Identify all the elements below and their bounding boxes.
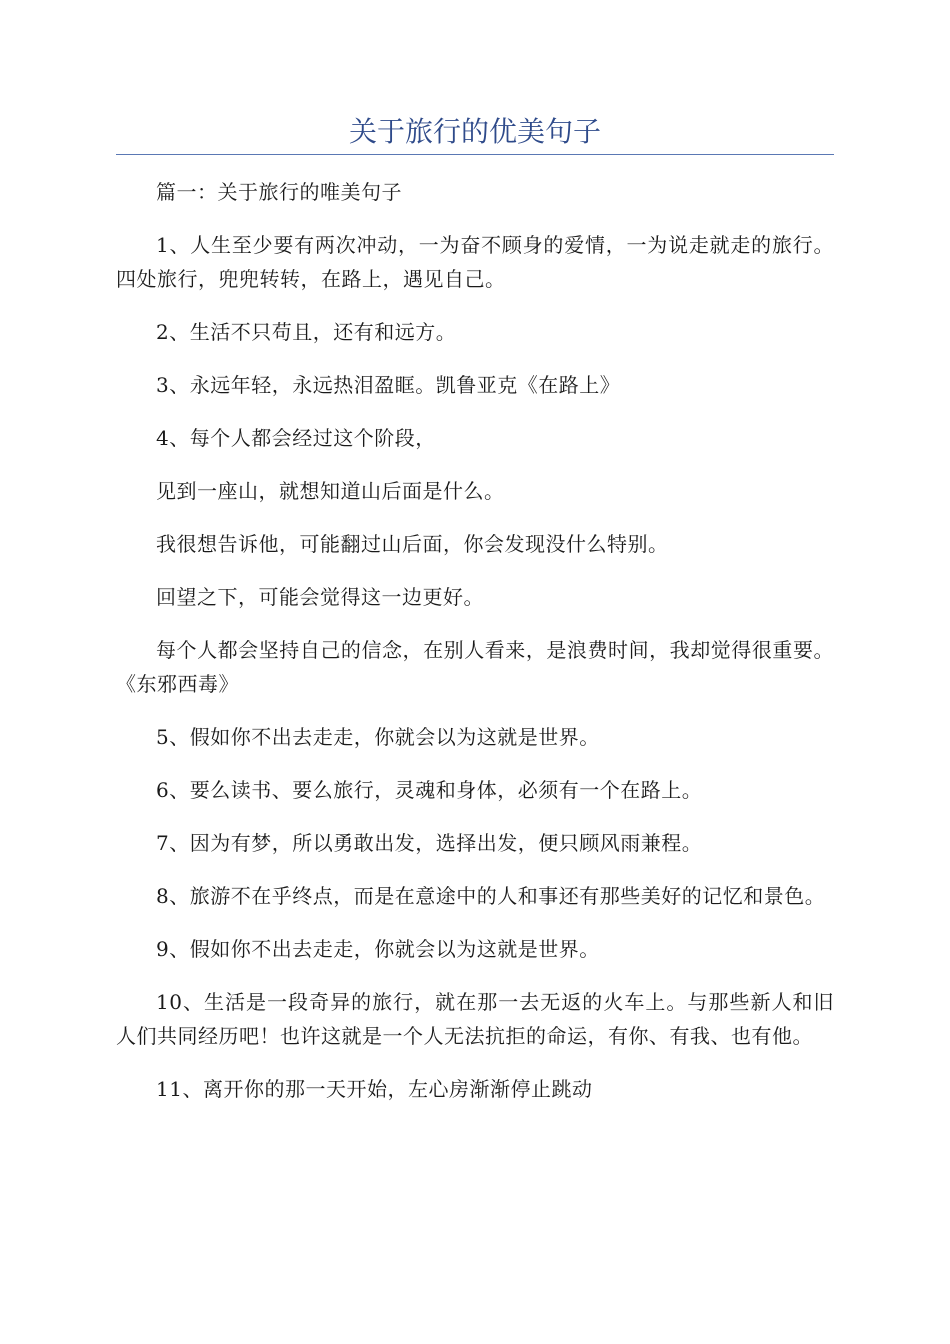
- paragraph-quote-1: 1、人生至少要有两次冲动，一为奋不顾身的爱情，一为说走就走的旅行。四处旅行，兜兜转转，在路上，遇见自己。: [116, 233, 834, 291]
- paragraph-quote-6: 6、要么读书、要么旅行，灵魂和身体，必须有一个在路上。: [156, 778, 703, 802]
- paragraph-quote-5: 5、假如你不出去走走，你就会以为这就是世界。: [156, 725, 600, 749]
- paragraph-quote-4-line-4: 回望之下，可能会觉得这一边更好。: [156, 585, 484, 609]
- title-underline: [116, 154, 834, 155]
- paragraph-quote-2: 2、生活不只苟且，还有和远方。: [156, 320, 457, 344]
- paragraph-quote-9: 9、假如你不出去走走，你就会以为这就是世界。: [156, 937, 600, 961]
- paragraph-quote-11: 11、离开你的那一天开始，左心房渐渐停止跳动: [156, 1077, 593, 1101]
- paragraph-section-heading: 篇一：关于旅行的唯美句子: [156, 180, 402, 204]
- paragraph-quote-3: 3、永远年轻，永远热泪盈眶。凯鲁亚克《在路上》: [156, 373, 621, 397]
- paragraph-quote-10: 10、生活是一段奇异的旅行，就在那一去无返的火车上。与那些新人和旧人们共同经历吧！也许这就是一个人无法抗拒的命运，有你、有我、也有他。: [116, 990, 834, 1048]
- document-title: 关于旅行的优美句子: [348, 115, 601, 148]
- document-page: [116, 112, 834, 1125]
- paragraph-quote-4-line-5: 每个人都会坚持自己的信念，在别人看来，是浪费时间，我却觉得很重要。《东邪西毒》: [116, 638, 834, 696]
- paragraph-quote-8: 8、旅游不在乎终点，而是在意途中的人和事还有那些美好的记忆和景色。: [156, 884, 826, 908]
- paragraph-quote-4-line-3: 我很想告诉他，可能翻过山后面，你会发现没什么特别。: [156, 532, 669, 556]
- paragraph-quote-4: 4、每个人都会经过这个阶段，: [156, 426, 436, 450]
- paragraph-quote-7: 7、因为有梦，所以勇敢出发，选择出发，便只顾风雨兼程。: [156, 831, 703, 855]
- paragraph-quote-4-line-2: 见到一座山，就想知道山后面是什么。: [156, 479, 505, 503]
